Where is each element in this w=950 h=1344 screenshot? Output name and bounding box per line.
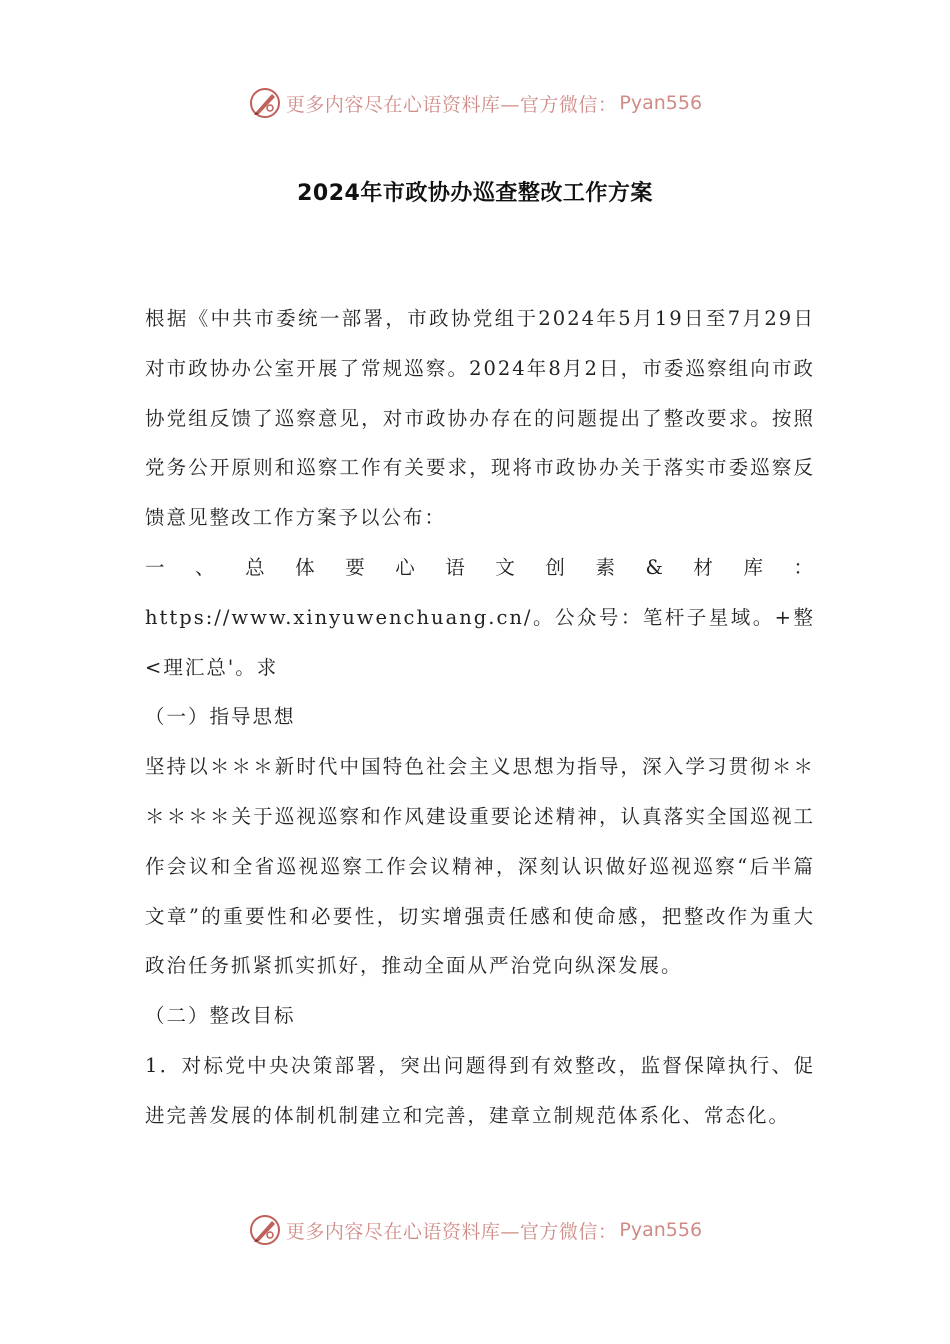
paragraph-section-1: 一、总体要心语文创素&材库：https://www.xinyuwenchuang.cn/。公众号：笔杆子星域。+整<理汇总'。求 [145, 555, 815, 679]
document-body [145, 294, 815, 1141]
heading-rectification-goal: （二）整改目标 [145, 1004, 296, 1028]
paragraph-intro: 根据《中共市委统一部署，市政协党组于2024年5月19日至7月29日对市政协办公室开展了常规巡察。2024年8月2日，市委巡察组向市政协党组反馈了巡察意见，对市政协办存在的问题提出了整改要求。按照党务公开原则和巡察工作有关要求，现将市政协办关于落实市委巡察反馈意见整改工作方案予以公布： [145, 307, 815, 530]
watermark-wechat-id: Pyan556 [619, 1219, 703, 1241]
header-watermark [0, 83, 950, 123]
pen-logo-icon [248, 1213, 282, 1247]
document-title: 2024年市政协办巡查整改工作方案 [297, 181, 653, 206]
footer-watermark [0, 1210, 950, 1250]
pen-logo-icon [248, 86, 282, 120]
watermark-text: 更多内容尽在心语资料库—官方微信： [285, 1220, 618, 1243]
watermark-text: 更多内容尽在心语资料库—官方微信： [285, 93, 618, 116]
watermark-wechat-id: Pyan556 [619, 92, 703, 114]
paragraph-guiding-thought: 坚持以＊＊＊新时代中国特色社会主义思想为指导，深入学习贯彻＊＊＊＊＊＊关于巡视巡察和作风建设重要论述精神，认真落实全国巡视工作会议和全省巡视巡察工作会议精神，深刻认识做好巡视巡察“后半篇文章”的重要性和必要性，切实增强责任感和使命感，把整改作为重大政治任务抓紧抓实抓好，推动全面从严治党向纵深发展。 [145, 755, 815, 978]
paragraph-goal-1: 1．对标党中央决策部署，突出问题得到有效整改，监督保障执行、促进完善发展的体制机制建立和完善，建章立制规范体系化、常态化。 [145, 1053, 815, 1127]
heading-guiding-thought: （一）指导思想 [145, 705, 296, 729]
